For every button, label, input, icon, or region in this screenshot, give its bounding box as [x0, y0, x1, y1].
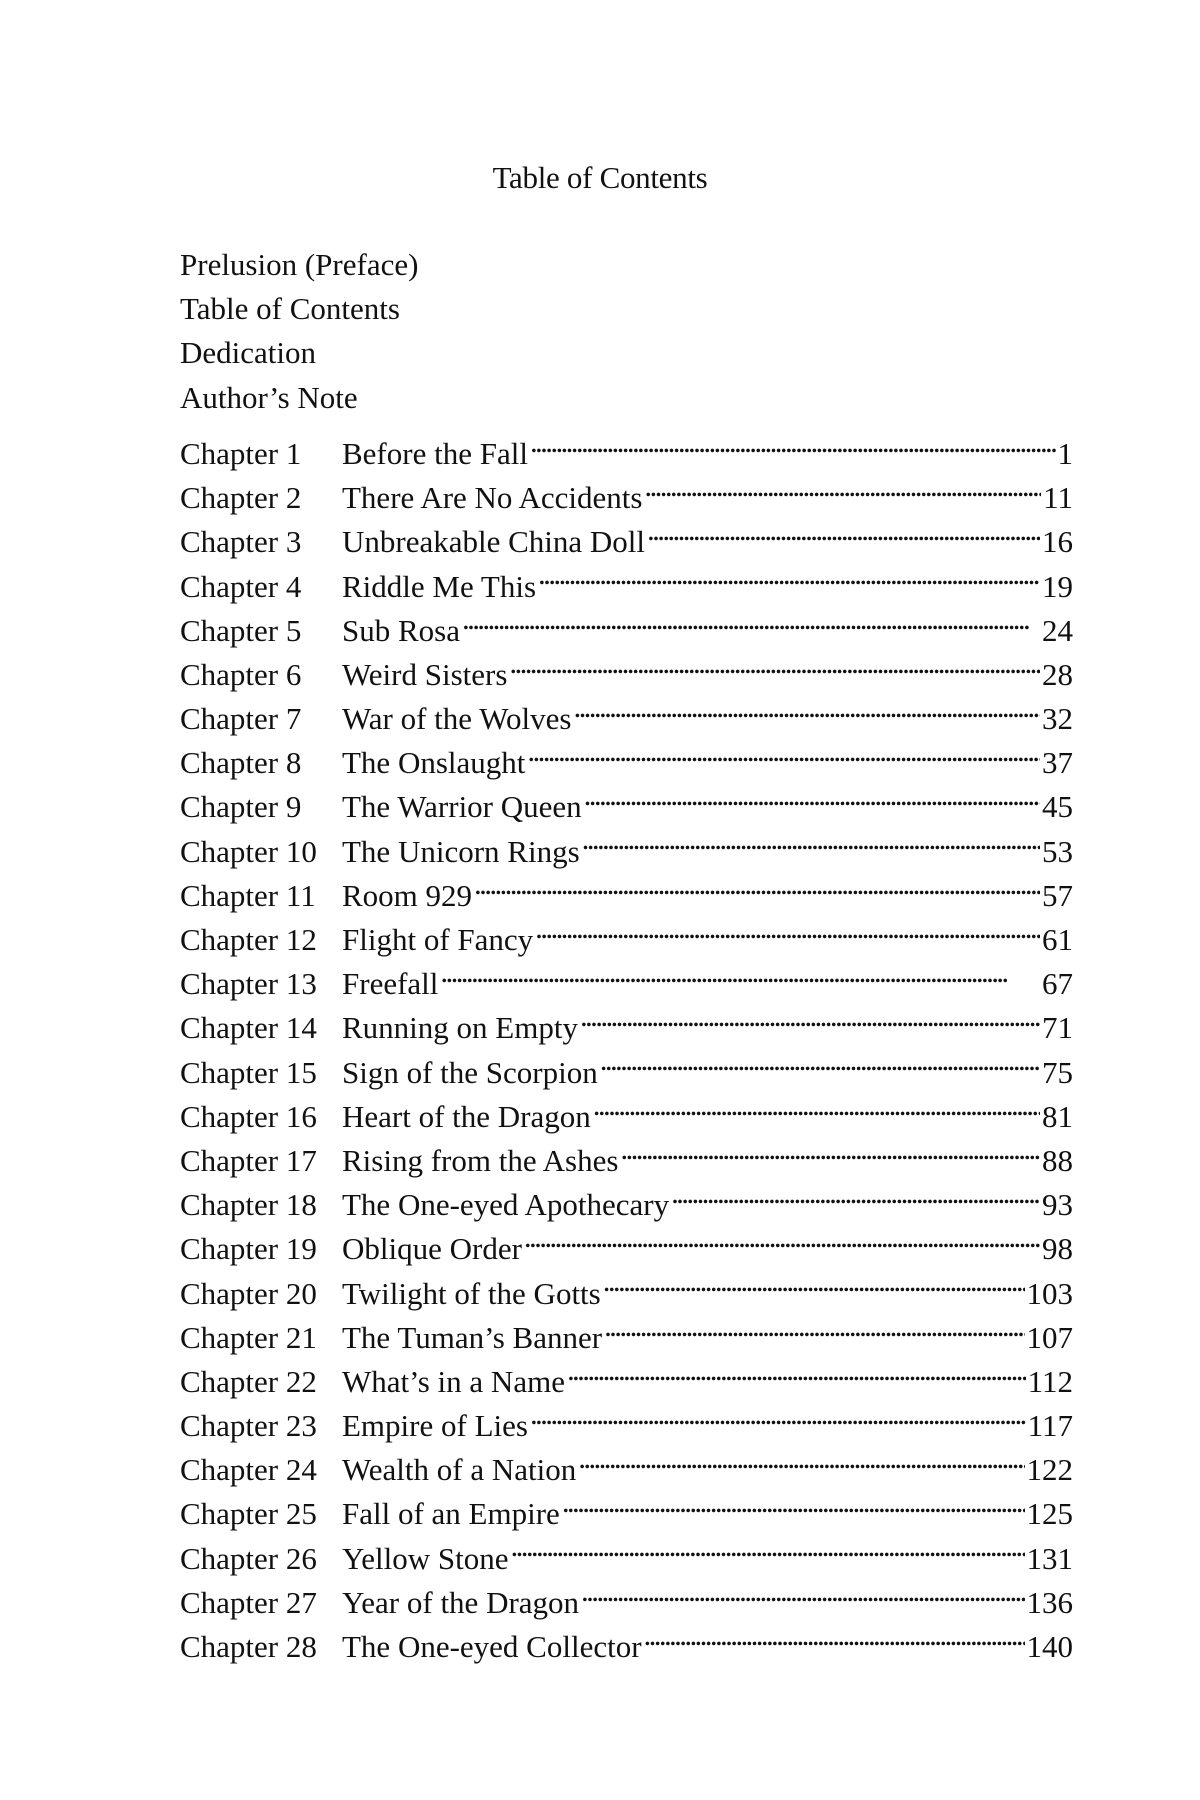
dot-leader	[511, 1524, 1025, 1568]
page-number: 53	[1042, 833, 1073, 869]
page-number: 75	[1042, 1054, 1073, 1090]
dot-leader	[671, 1171, 1040, 1215]
chapter-title: Wealth of a Nation	[342, 1452, 577, 1488]
page-number: 37	[1042, 745, 1073, 781]
chapter-title: Sub Rosa	[342, 612, 460, 648]
chapter-label: Chapter 3	[180, 524, 302, 560]
chapter-label: Chapter 7	[180, 701, 302, 737]
chapter-title: The Tuman’s Banner	[342, 1319, 603, 1355]
dot-leader	[530, 420, 1056, 464]
chapter-label: Chapter 20	[180, 1275, 317, 1311]
chapter-label: Chapter 2	[180, 480, 302, 516]
toc-entry	[180, 420, 1073, 471]
front-matter-item: Dedication	[180, 335, 317, 371]
chapter-title: Fall of an Empire	[342, 1496, 560, 1532]
chapter-title: Freefall	[342, 966, 439, 1002]
chapter-title: Rising from the Ashes	[342, 1142, 619, 1178]
dot-leader	[573, 685, 1040, 729]
chapter-label: Chapter 9	[180, 789, 302, 825]
dot-leader	[530, 1392, 1026, 1436]
chapter-title: The One-eyed Collector	[342, 1629, 642, 1664]
dot-leader	[620, 1127, 1040, 1171]
page-number: 122	[1026, 1452, 1073, 1488]
chapter-label: Chapter 24	[180, 1452, 317, 1488]
dot-leader	[644, 1613, 1025, 1657]
page-number: 93	[1042, 1187, 1073, 1223]
dot-leader	[440, 950, 1040, 994]
chapter-label: Chapter 28	[180, 1629, 317, 1664]
chapter-title: What’s in a Name	[342, 1363, 565, 1399]
chapter-title: Sign of the Scorpion	[342, 1054, 598, 1090]
front-matter-item: Author’s Note	[180, 379, 358, 415]
page-number: 112	[1027, 1363, 1073, 1399]
chapter-label: Chapter 10	[180, 833, 317, 869]
dot-leader	[535, 906, 1040, 950]
page-number: 107	[1026, 1319, 1073, 1355]
chapter-title: The Warrior Queen	[342, 789, 582, 825]
dot-leader	[580, 994, 1040, 1038]
dot-leader	[527, 729, 1040, 773]
page-number: 57	[1042, 877, 1073, 913]
chapter-label: Chapter 14	[180, 1010, 317, 1046]
chapter-title: There Are No Accidents	[342, 480, 643, 516]
chapter-label: Chapter 25	[180, 1496, 317, 1532]
dot-leader	[584, 773, 1040, 817]
chapter-label: Chapter 1	[180, 435, 302, 471]
chapter-label: Chapter 17	[180, 1142, 317, 1178]
chapter-label: Chapter 6	[180, 656, 302, 692]
chapter-title: Before the Fall	[342, 435, 528, 471]
chapter-label: Chapter 26	[180, 1540, 317, 1576]
page-number: 125	[1026, 1496, 1073, 1532]
dot-leader	[578, 1436, 1024, 1480]
toc-list	[180, 243, 1073, 1664]
dot-leader	[567, 1348, 1026, 1392]
page-number: 71	[1042, 1010, 1073, 1046]
page-number: 24	[1042, 612, 1073, 648]
chapter-label: Chapter 13	[180, 966, 317, 1002]
chapter-title: Empire of Lies	[342, 1408, 528, 1444]
chapter-title: The Unicorn Rings	[342, 833, 580, 869]
dot-leader	[524, 1215, 1040, 1259]
chapter-title: Unbreakable China Doll	[342, 524, 646, 560]
chapter-title: Twilight of the Gotts	[342, 1275, 601, 1311]
front-matter-item: Prelusion (Preface)	[180, 247, 419, 282]
page-number: 19	[1042, 568, 1073, 604]
page-number: 45	[1042, 789, 1073, 825]
page-number: 136	[1026, 1584, 1073, 1620]
dot-leader	[509, 641, 1040, 685]
page-number: 28	[1042, 656, 1073, 692]
page-number: 117	[1027, 1408, 1073, 1444]
chapter-title: Yellow Stone	[342, 1540, 509, 1576]
dot-leader	[538, 552, 1040, 596]
page-number: 61	[1042, 922, 1073, 957]
page-number: 67	[1042, 966, 1073, 1002]
chapter-label: Chapter 27	[180, 1584, 317, 1620]
chapter-label: Chapter 15	[180, 1054, 317, 1090]
chapter-label: Chapter 21	[180, 1319, 317, 1355]
dot-leader	[562, 1480, 1025, 1524]
page-number: 88	[1042, 1142, 1073, 1178]
chapter-label: Chapter 4	[180, 568, 302, 604]
page-number: 131	[1026, 1540, 1073, 1576]
chapter-label: Chapter 5	[180, 612, 302, 648]
chapter-title: Weird Sisters	[342, 656, 508, 692]
chapter-title: The One-eyed Apothecary	[342, 1187, 670, 1223]
page-number: 11	[1043, 480, 1073, 516]
chapter-label: Chapter 16	[180, 1098, 317, 1134]
page-number: 16	[1042, 524, 1073, 560]
chapter-title: Heart of the Dragon	[342, 1098, 591, 1134]
dot-leader	[644, 464, 1041, 508]
page-title: Table of Contents	[492, 160, 708, 195]
chapter-title: Running on Empty	[342, 1010, 578, 1046]
chapter-title: The Onslaught	[342, 745, 526, 781]
chapter-label: Chapter 18	[180, 1187, 317, 1223]
chapter-title: Oblique Order	[342, 1231, 522, 1267]
chapter-label: Chapter 12	[180, 922, 317, 957]
dot-leader	[604, 1304, 1024, 1348]
page-number: 103	[1026, 1275, 1073, 1311]
page-number: 32	[1042, 701, 1073, 737]
dot-leader	[647, 508, 1040, 552]
page-number: 1	[1057, 435, 1073, 471]
dot-leader	[600, 1038, 1040, 1082]
dot-leader	[603, 1259, 1025, 1303]
dot-leader	[474, 862, 1040, 906]
chapter-label: Chapter 23	[180, 1408, 317, 1444]
chapter-title: Flight of Fancy	[342, 922, 534, 957]
dot-leader	[462, 597, 1040, 641]
chapter-title: Year of the Dragon	[342, 1584, 580, 1620]
dot-leader	[582, 817, 1040, 861]
chapter-label: Chapter 8	[180, 745, 302, 781]
page-number: 140	[1026, 1629, 1073, 1664]
chapter-label: Chapter 22	[180, 1363, 317, 1399]
dot-leader	[581, 1569, 1024, 1613]
chapter-title: Room 929	[342, 877, 473, 913]
chapter-title: War of the Wolves	[342, 701, 572, 737]
chapter-label: Chapter 19	[180, 1231, 317, 1267]
chapter-title: Riddle Me This	[342, 568, 537, 604]
chapter-label: Chapter 11	[180, 877, 316, 913]
dot-leader	[593, 1083, 1040, 1127]
front-matter-item: Table of Contents	[180, 291, 400, 327]
page-number: 98	[1042, 1231, 1073, 1267]
page-number: 81	[1042, 1098, 1073, 1134]
